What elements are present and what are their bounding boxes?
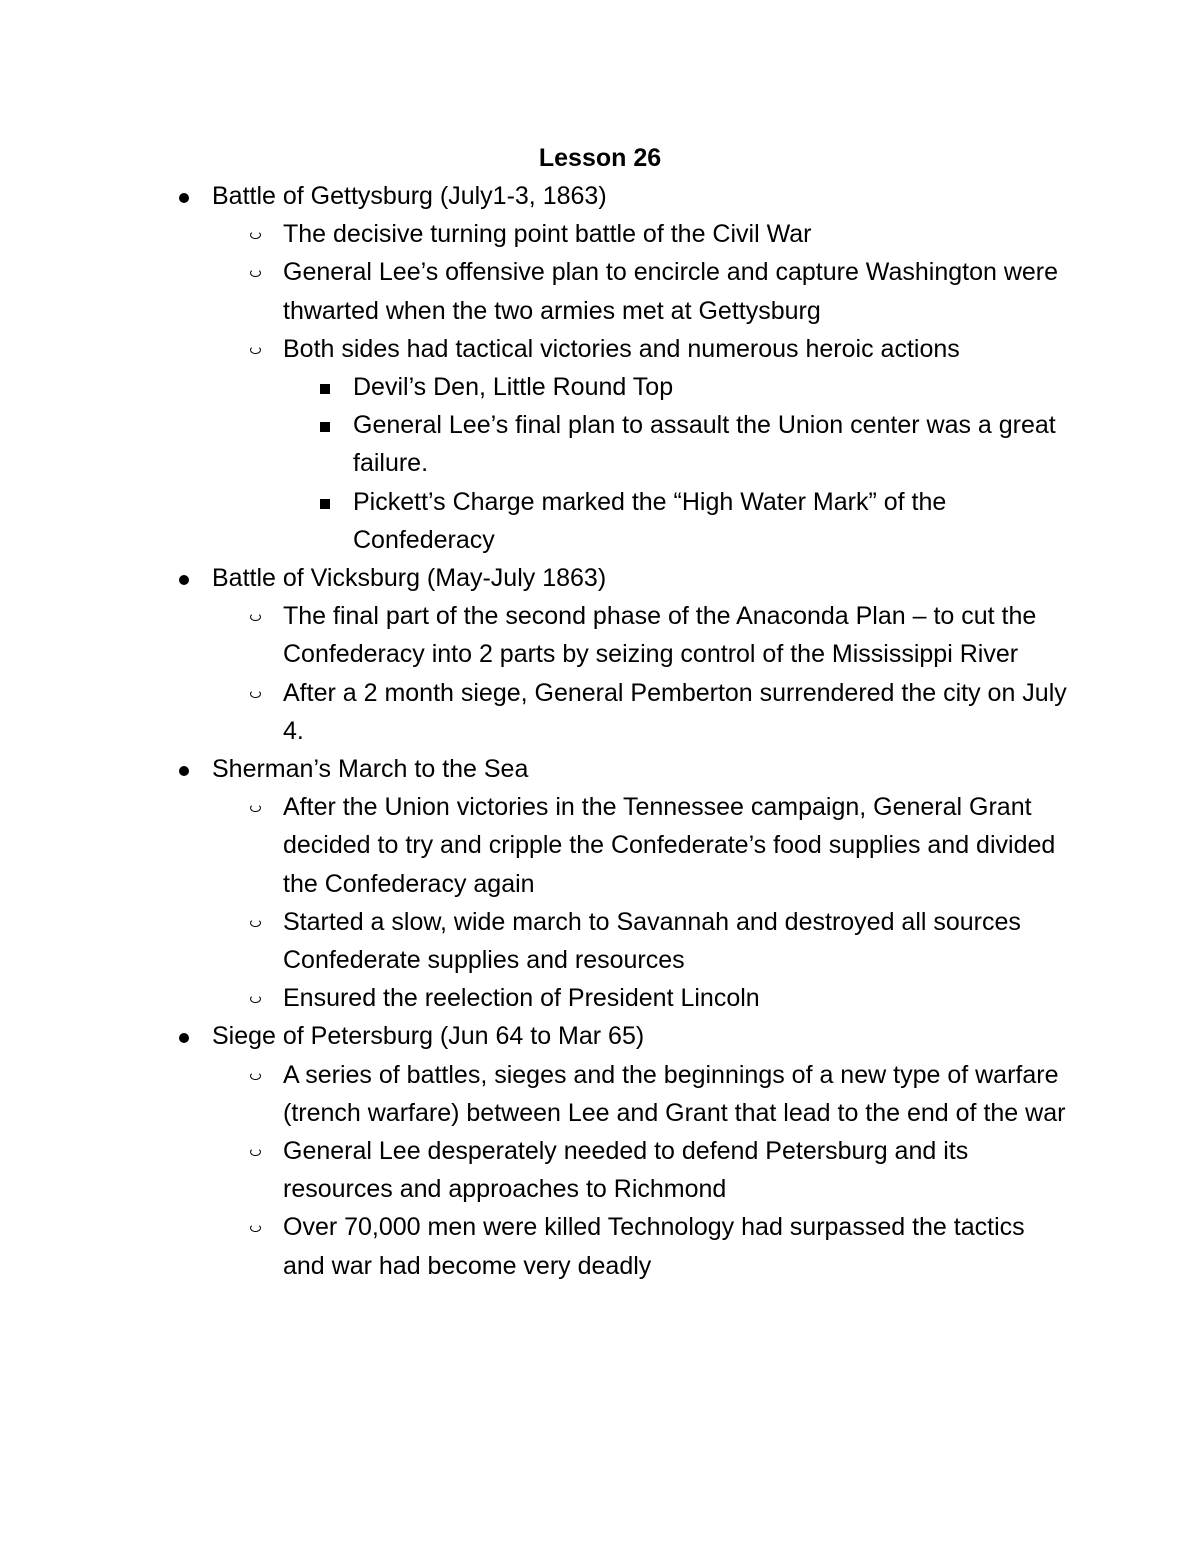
hollow-circle-icon — [250, 346, 261, 354]
list-item — [0, 1208, 1073, 1284]
hollow-circle-icon — [250, 269, 261, 277]
list-item — [0, 368, 1073, 406]
square-bullet-icon — [320, 499, 330, 509]
point-text: After a 2 month siege, General Pemberton surrendered the city on July 4. — [283, 678, 1067, 745]
hollow-circle-icon — [250, 613, 261, 621]
lesson-outline — [0, 177, 1200, 1285]
list-item — [0, 215, 1073, 253]
hollow-circle-icon — [250, 690, 261, 698]
point-text: Over 70,000 men were killed Technology had surpassed the tactics and war had become very deadly — [283, 1213, 1025, 1280]
point-text: Both sides had tactical victories and numerous heroic actions — [283, 334, 960, 363]
subpoint-text: Devil’s Den, Little Round Top — [353, 373, 674, 402]
point-text: After the Union victories in the Tennessee campaign, General Grant decided to try and cripple the Confederate’s food supplies and divided the Confederacy again — [283, 793, 1056, 898]
list-item — [0, 1056, 1073, 1132]
hollow-circle-icon — [250, 1224, 261, 1232]
list-item — [0, 1132, 1073, 1208]
hollow-circle-icon — [250, 919, 261, 927]
square-bullet-icon — [320, 422, 330, 432]
list-item — [0, 330, 1073, 368]
bullet-icon — [179, 766, 189, 776]
list-item — [0, 979, 1073, 1017]
list-item — [0, 406, 1073, 482]
bullet-icon — [179, 1033, 189, 1043]
section-heading: Battle of Gettysburg (July1-3, 1863) — [212, 182, 607, 210]
section-heading: Sherman’s March to the Sea — [212, 755, 529, 784]
hollow-circle-icon — [250, 231, 261, 239]
list-item — [0, 253, 1073, 329]
subpoint-text: Pickett’s Charge marked the “High Water Mark” of the Confederacy — [353, 487, 947, 554]
list-item — [0, 750, 1200, 788]
section-heading: Siege of Petersburg (Jun 64 to Mar 65) — [212, 1022, 645, 1051]
hollow-circle-icon — [250, 1148, 261, 1156]
list-item — [0, 903, 1073, 979]
list-item — [0, 597, 1073, 673]
point-text: The final part of the second phase of the Anaconda Plan – to cut the Confederacy into 2 parts by seizing control of the Mississippi River — [283, 602, 1037, 669]
point-text: General Lee’s offensive plan to encircle and capture Washington were thwarted when the two armies met at Gettysburg — [283, 258, 1059, 325]
square-bullet-icon — [320, 384, 330, 394]
list-item — [0, 559, 1200, 597]
list-item — [0, 788, 1073, 903]
list-item — [0, 674, 1073, 750]
list-item — [0, 483, 1073, 559]
hollow-circle-icon — [250, 1072, 261, 1080]
list-item — [0, 1017, 1200, 1055]
point-text: Started a slow, wide march to Savannah and destroyed all sources Confederate supplies and resources — [283, 907, 1021, 975]
point-text: A series of battles, sieges and the beginnings of a new type of warfare (trench warfare) between Lee and Grant that lead to the end of the war — [283, 1060, 1066, 1127]
subpoint-text: General Lee’s final plan to assault the Union center was a great failure. — [353, 411, 1056, 478]
point-text: General Lee desperately needed to defend Petersburg and its resources and approaches to Richmond — [283, 1137, 969, 1204]
point-text: The decisive turning point battle of the Civil War — [283, 220, 812, 249]
hollow-circle-icon — [250, 995, 261, 1003]
list-item — [0, 177, 1200, 215]
section-heading: Battle of Vicksburg (May-July 1863) — [212, 564, 607, 593]
page-title: Lesson 26 — [538, 144, 662, 172]
bullet-icon — [179, 193, 189, 203]
bullet-icon — [179, 575, 189, 585]
point-text: Ensured the reelection of President Lincoln — [283, 984, 760, 1013]
hollow-circle-icon — [250, 804, 261, 812]
